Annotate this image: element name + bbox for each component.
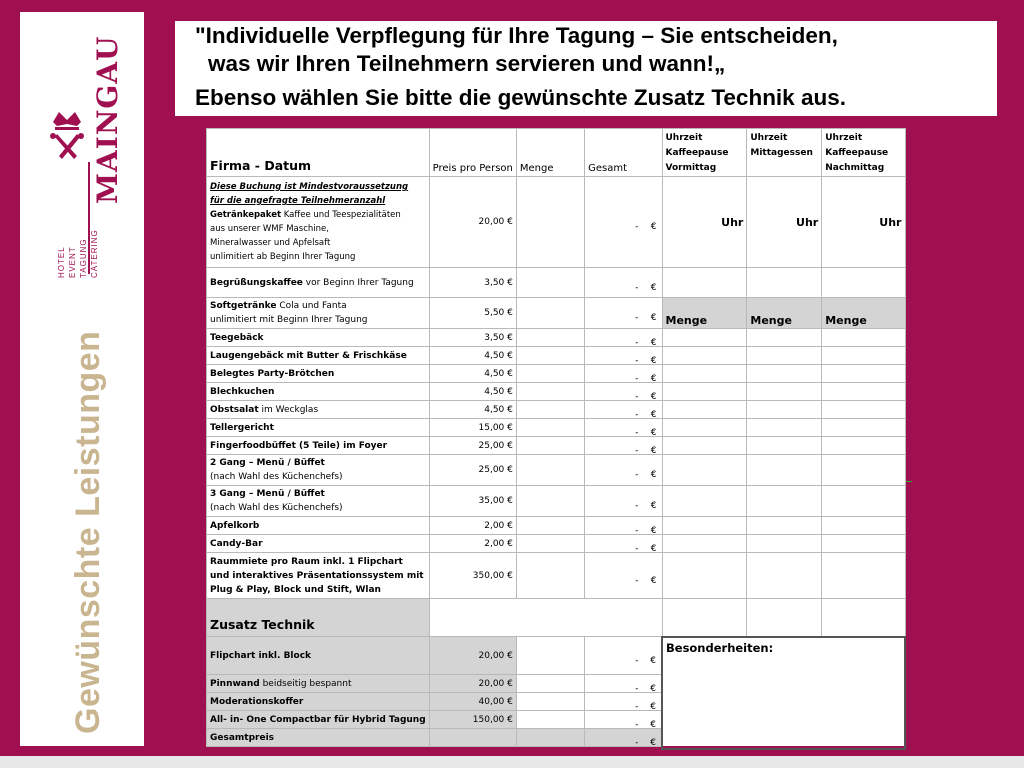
item-name: Teegebäck [207,329,430,347]
order-table [206,128,906,750]
brand-name: MAINGAU [91,35,124,204]
euro: € [650,737,656,747]
item-name: Getränkepaket [210,210,282,220]
menge-input[interactable] [516,455,584,486]
item-cell [207,298,430,329]
dash: - [635,501,639,511]
empty-cell [822,599,905,637]
gesamt-cell [585,177,662,268]
brand-panel [20,12,144,746]
menge-input[interactable] [822,401,905,419]
menge-input[interactable] [662,535,747,553]
dash: - [635,337,639,347]
menge-input[interactable] [516,329,584,347]
dash: - [635,222,639,232]
item-name: Raummiete pro Raum inkl. 1 Flipchart [210,556,403,567]
dash: - [635,445,639,455]
menge-input[interactable] [822,329,905,347]
euro: € [650,445,657,455]
table-row [207,177,906,268]
item-cell [207,268,430,298]
euro: € [650,391,657,401]
dash: - [635,737,639,747]
dash: - [635,525,639,535]
gesamt-header: Gesamt [585,129,662,177]
dash: - [635,391,639,401]
item-desc: Plug & Play, Block und Stift, Wlan [210,584,381,595]
dash: - [635,373,639,383]
uhrzeit-vormittag-header: Uhrzeit Kaffeepause Vormittag [662,129,747,177]
table-row [207,329,906,347]
table-row [207,298,906,329]
price-cell: 3,50 € [429,268,516,298]
cell-selection-marker [906,481,912,482]
item-name: Candy-Bar [207,535,430,553]
table-row [207,455,906,486]
dash: - [635,427,639,437]
item-desc: (nach Wahl des Küchenchefs) [210,503,343,513]
item-name: Apfelkorb [207,517,430,535]
gesamt-cell [585,329,662,347]
menge-input[interactable] [822,535,905,553]
dash: - [635,575,639,586]
mindest-note: Diese Buchung ist Mindestvoraussetzung [210,182,409,192]
item-name: 2 Gang – Menü / Büffet [210,458,325,468]
euro: € [650,501,657,511]
empty-cell [429,599,662,637]
item-cell [207,455,430,486]
spacer [516,747,584,749]
price-cell: 350,00 € [429,553,516,599]
menge-input[interactable] [662,437,747,455]
brand-subtitle [56,218,100,278]
menge-input[interactable] [662,401,747,419]
menge-input[interactable] [822,455,905,486]
price-cell: 150,00 € [429,711,516,729]
menge-input[interactable] [747,347,822,365]
gesamtpreis-label: Gesamtpreis [207,729,430,747]
euro: € [650,525,657,535]
gesamt-cell [585,419,662,437]
crown-fork-knife-icon [47,104,87,164]
item-desc: Kaffee und Teespezialitäten [281,210,401,220]
menge-input[interactable] [822,553,905,599]
euro: € [650,222,657,232]
table-row [207,401,906,419]
brand-sub-line: EVENT [68,246,77,278]
menge-input[interactable] [822,517,905,535]
table-row [207,486,906,517]
menge-input[interactable] [516,437,584,455]
item-cell [207,553,430,599]
menge-label: Menge [822,298,905,329]
euro: € [650,373,657,383]
menge-label: Menge [747,298,822,329]
item-name: Belegtes Party-Brötchen [207,365,430,383]
menge-input[interactable] [516,347,584,365]
item-cell [207,675,430,693]
price-cell: 2,00 € [429,517,516,535]
table-row [207,347,906,365]
price-cell: 4,50 € [429,347,516,365]
item-name: Begrüßungskaffee [210,277,303,288]
euro: € [650,470,657,480]
price-cell: 5,50 € [429,298,516,329]
menge-input[interactable] [822,486,905,517]
menge-input[interactable] [747,486,822,517]
menge-input[interactable] [747,517,822,535]
brand-sub-line: CATERING [90,229,99,278]
dash: - [635,355,639,365]
gesamt-cell [585,553,662,599]
menge-input[interactable] [747,437,822,455]
euro: € [650,409,657,419]
table-row [207,553,906,599]
item-name: Moderationskoffer [207,693,430,711]
dash: - [635,409,639,419]
gesamt-cell [585,517,662,535]
spacer [207,747,430,749]
preis-header: Preis pro Person [429,129,516,177]
item-desc: (nach Wahl des Küchenchefs) [210,472,343,482]
item-desc: vor Beginn Ihrer Tagung [302,277,414,288]
menge-input[interactable] [822,437,905,455]
menge-input[interactable] [747,419,822,437]
euro: € [650,683,656,693]
menge-input[interactable] [516,383,584,401]
menge-input[interactable] [662,517,747,535]
item-name: Blechkuchen [207,383,430,401]
menge-input[interactable] [516,401,584,419]
table-row [207,419,906,437]
uhr-input[interactable]: Uhr [662,177,747,268]
dash: - [635,282,639,293]
gesamt-cell [585,693,662,711]
uhrzeit-nachmittag-header: Uhrzeit Kaffeepause Nachmittag [822,129,905,177]
dash: - [635,701,639,711]
item-desc: beidseitig bespannt [259,678,352,689]
item-desc: Mineralwasser und Apfelsaft [210,238,331,248]
price-cell: 35,00 € [429,486,516,517]
menge-input[interactable] [747,401,822,419]
euro: € [650,282,657,293]
item-name: Pinnwand [210,678,260,689]
mindest-note: für die angefragte Teilnehmeranzahl [210,196,386,206]
price-cell: 2,00 € [429,535,516,553]
euro: € [650,313,657,323]
gesamt-cell [585,298,662,329]
spacer [585,747,662,749]
dash: - [635,543,639,553]
gesamtpreis-value [585,729,662,747]
table-row [207,365,906,383]
menge-input[interactable] [516,693,584,711]
dash: - [635,313,639,323]
spacer [429,747,516,749]
header-line-1: "Individuelle Verpflegung für Ihre Tagung – Sie entscheiden, [195,23,838,48]
menge-label: Menge [662,298,747,329]
euro: € [650,701,656,711]
brand-sub-line: TAGUNG [79,238,88,278]
item-cell [207,401,430,419]
uhr-input[interactable]: Uhr [822,177,905,268]
side-title: Gewünschte Leistungen [69,330,107,734]
menge-input[interactable] [516,711,584,729]
menge-input[interactable] [516,419,584,437]
empty-cell [662,599,747,637]
price-cell: 3,50 € [429,329,516,347]
item-name: Obstsalat [210,404,259,415]
gesamt-cell [585,637,662,675]
menge-input[interactable] [747,365,822,383]
menge-input[interactable] [822,383,905,401]
menge-input[interactable] [516,535,584,553]
item-desc: und interaktives Präsentationssystem mit [210,570,424,581]
dash: - [635,470,639,480]
price-cell: 4,50 € [429,365,516,383]
empty-cell [822,268,905,298]
menge-input[interactable] [662,347,747,365]
item-name: Tellergericht [207,419,430,437]
menge-input[interactable] [747,383,822,401]
gesamt-cell [585,268,662,298]
gesamt-cell [585,383,662,401]
item-name: Laugengebäck mit Butter & Frischkäse [207,347,430,365]
empty-cell [662,268,747,298]
menge-input[interactable] [662,383,747,401]
menge-input[interactable] [516,298,584,329]
zusatz-technik-title: Zusatz Technik [207,599,430,637]
euro: € [650,427,657,437]
item-name: 3 Gang – Menü / Büffet [210,489,325,499]
menge-input[interactable] [662,419,747,437]
menge-header: Menge [516,129,584,177]
menge-input[interactable] [516,517,584,535]
gesamt-cell [585,365,662,383]
menge-input[interactable] [516,553,584,599]
menge-input[interactable] [662,365,747,383]
item-desc: unlimitiert ab Beginn Ihrer Tagung [210,252,356,262]
price-cell: 20,00 € [429,177,516,268]
table-row [207,437,906,455]
item-desc: unlimitiert mit Beginn Ihrer Tagung [210,315,368,325]
gesamt-cell [585,401,662,419]
gesamt-cell [585,711,662,729]
empty-cell [429,729,516,747]
item-name: All- in- One Compactbar für Hybrid Tagung [207,711,430,729]
price-cell: 40,00 € [429,693,516,711]
menge-input[interactable] [747,535,822,553]
euro: € [650,575,657,586]
menge-input[interactable] [747,329,822,347]
price-cell: 20,00 € [429,675,516,693]
table-row [207,535,906,553]
item-cell [207,486,430,517]
euro: € [650,655,656,666]
menge-input[interactable] [516,268,584,298]
gesamt-cell [585,486,662,517]
menge-input[interactable] [516,637,584,675]
price-cell: 25,00 € [429,455,516,486]
menge-input[interactable] [662,329,747,347]
empty-cell [747,599,822,637]
table-row [207,517,906,535]
table-row [207,268,906,298]
gesamt-cell [585,455,662,486]
gesamt-cell [585,675,662,693]
order-form [206,128,906,746]
gesamt-cell [585,437,662,455]
header-box [175,21,997,116]
item-desc: aus unserer WMF Maschine, [210,224,329,234]
item-name: Flipchart inkl. Block [207,637,430,675]
menge-input[interactable] [662,553,747,599]
table-row [207,637,906,675]
euro: € [650,337,657,347]
dash: - [635,719,639,729]
dash: - [635,683,639,693]
menge-input[interactable] [822,419,905,437]
menge-input[interactable] [516,675,584,693]
item-desc: im Weckglas [258,404,319,415]
price-cell: 20,00 € [429,637,516,675]
menge-input[interactable] [822,365,905,383]
gesamt-cell [585,535,662,553]
price-cell: 15,00 € [429,419,516,437]
table-row [207,383,906,401]
uhr-input[interactable]: Uhr [747,177,822,268]
price-cell: 4,50 € [429,383,516,401]
slide-bottom-strip [0,756,1024,768]
menge-input[interactable] [662,455,747,486]
price-cell: 25,00 € [429,437,516,455]
price-cell: 4,50 € [429,401,516,419]
item-name: Fingerfoodbüffet (5 Teile) im Foyer [207,437,430,455]
besonderheiten-field[interactable]: Besonderheiten: [662,637,905,749]
uhrzeit-mittag-header: Uhrzeit Mittagessen [747,129,822,177]
empty-cell [747,268,822,298]
header-line-3: Ebenso wählen Sie bitte die gewünschte Zusatz Technik aus. [195,85,846,110]
item-name: Softgetränke [210,301,277,311]
section-row [207,599,906,637]
gesamt-cell [585,347,662,365]
dash: - [635,655,639,666]
table-header-row [207,129,906,177]
euro: € [650,355,657,365]
menge-input[interactable] [516,365,584,383]
menge-input[interactable] [822,347,905,365]
menge-input[interactable] [516,486,584,517]
menge-input[interactable] [747,553,822,599]
brand-sub-line: HOTEL [57,246,66,278]
firma-datum-header[interactable]: Firma - Datum [207,129,430,177]
menge-input[interactable] [747,455,822,486]
menge-input[interactable] [516,177,584,268]
header-line-2: was wir Ihren Teilnehmern servieren und wann!„ [208,51,726,76]
euro: € [650,543,657,553]
menge-input[interactable] [662,486,747,517]
euro: € [650,719,656,729]
item-desc: Cola und Fanta [276,301,347,311]
getraenkepaket-cell [207,177,430,268]
empty-cell [516,729,584,747]
